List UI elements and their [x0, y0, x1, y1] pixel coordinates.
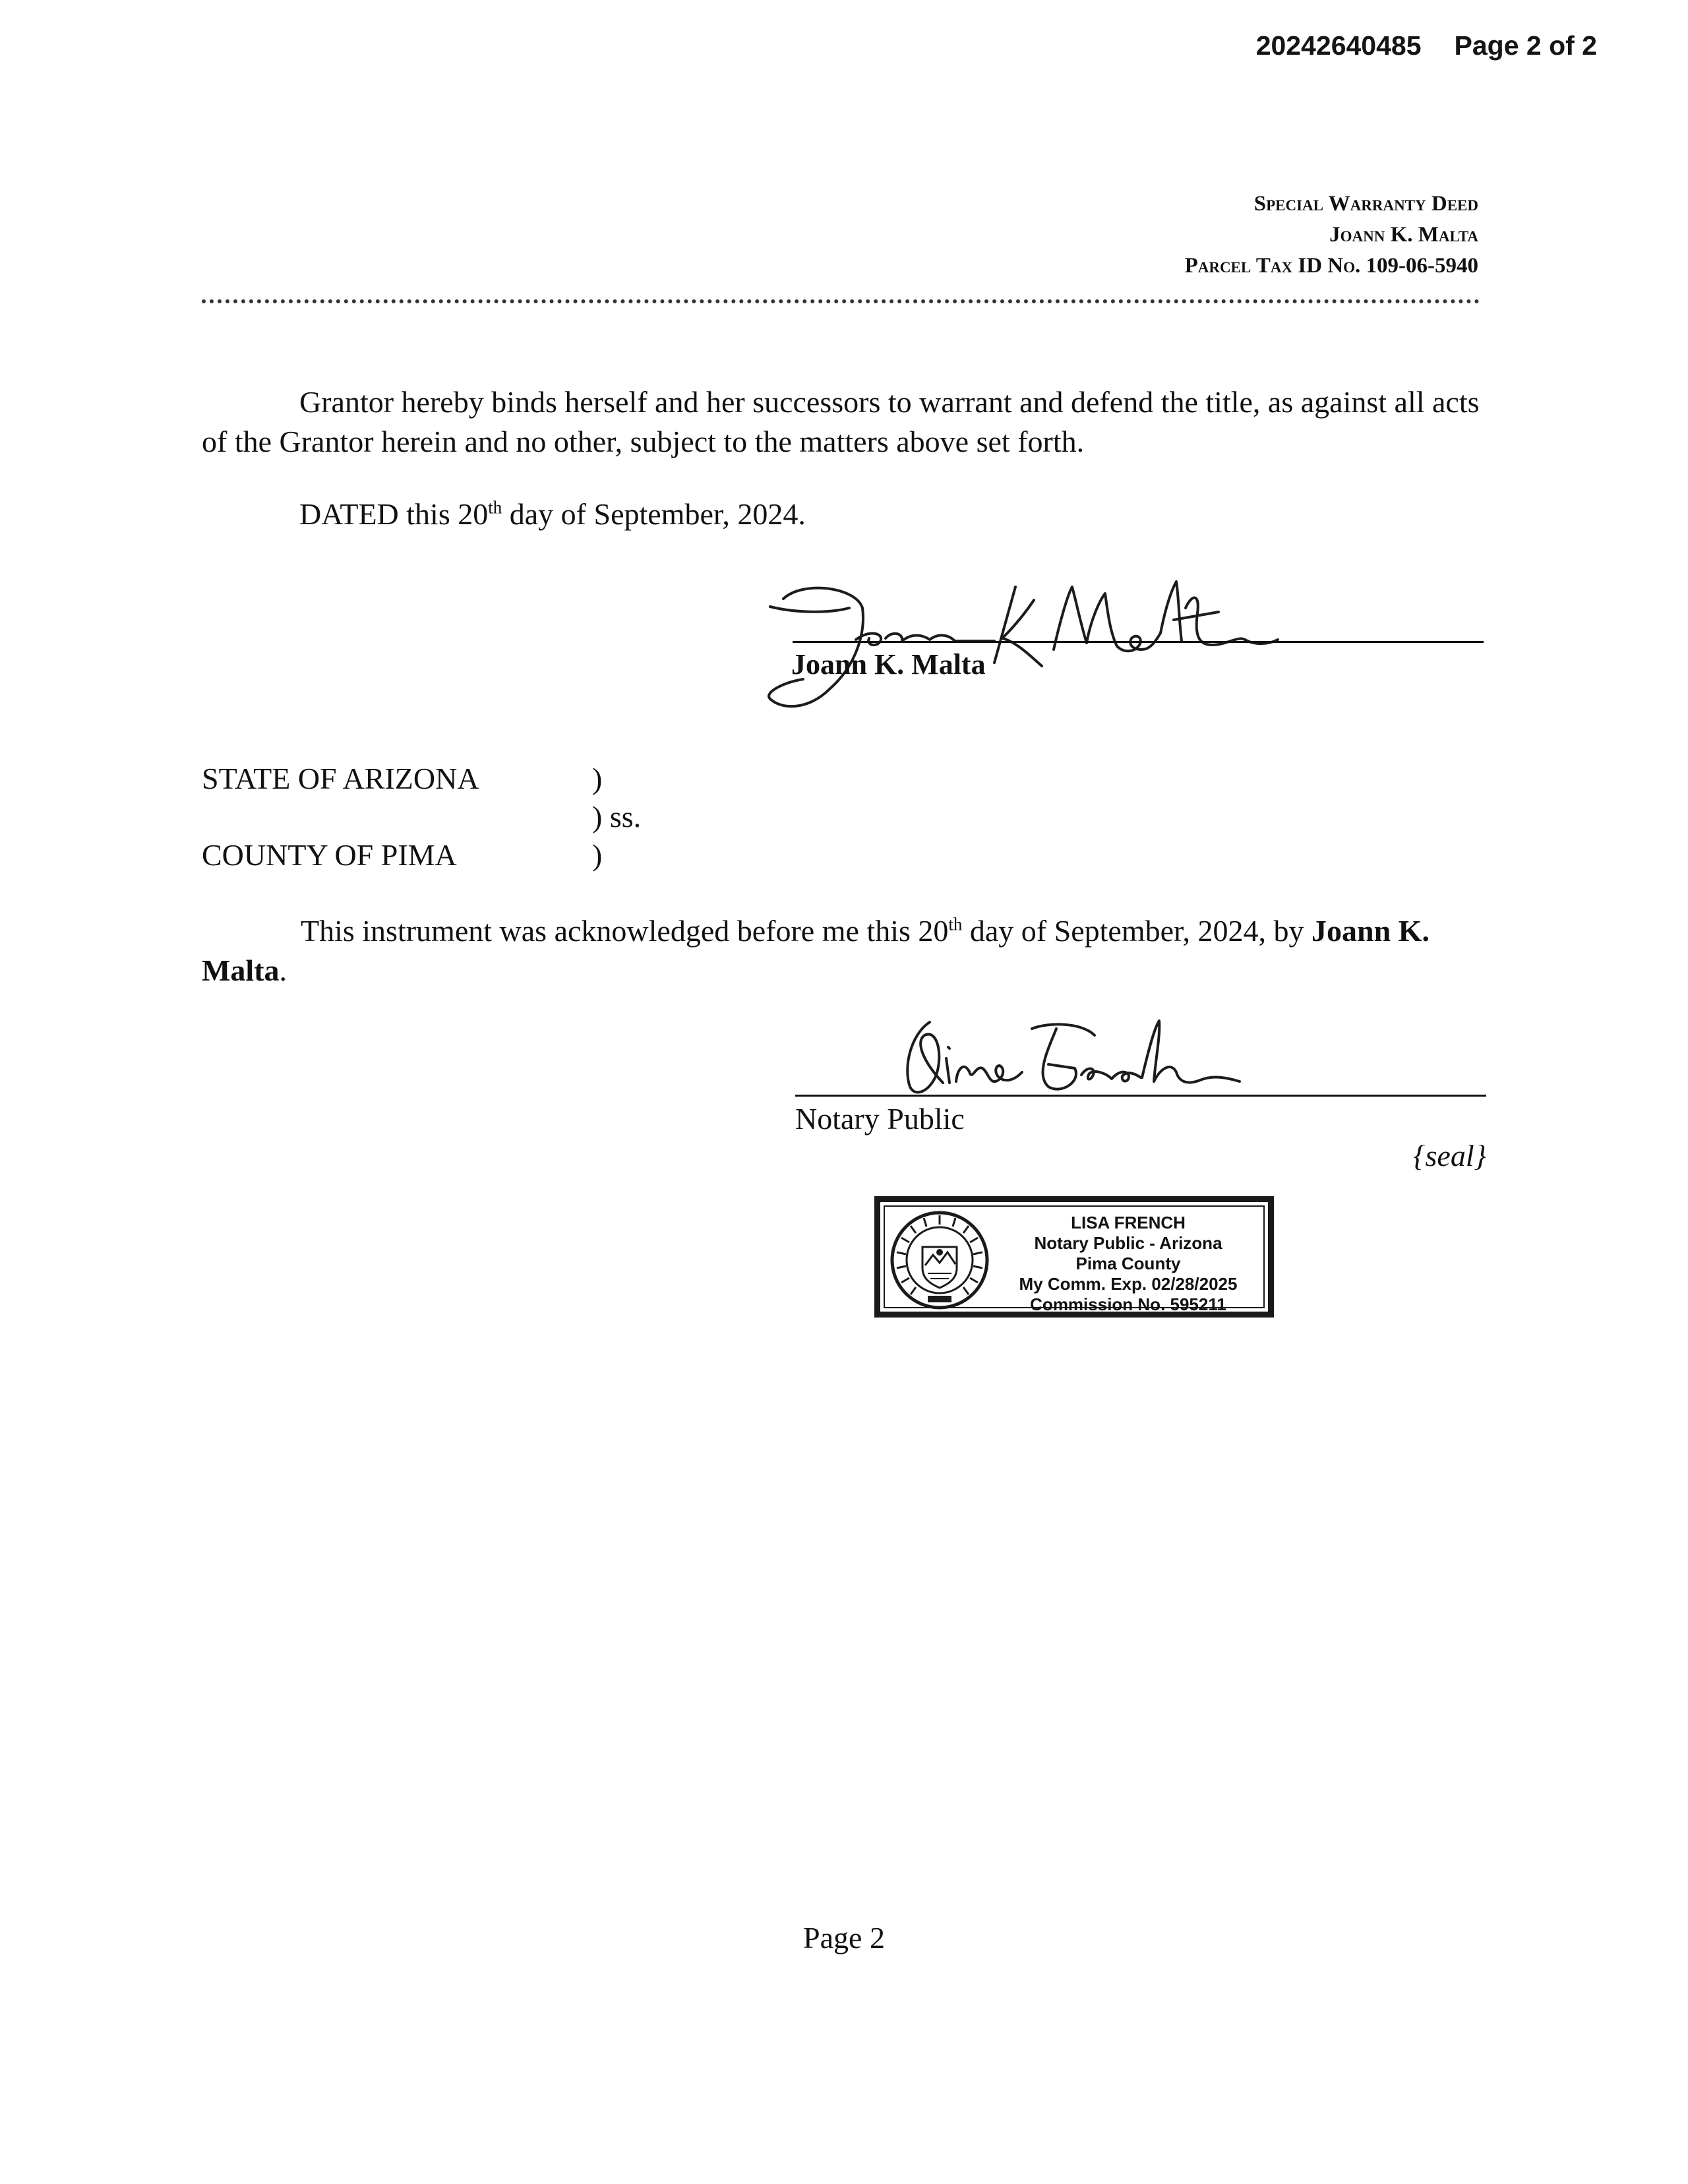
- seal-label: {seal}: [1413, 1139, 1486, 1172]
- notary-stamp-text: [996, 1213, 1260, 1315]
- warranty-paragraph: Grantor hereby binds herself and her successors to warrant and defend the title, as against all acts of the Grantor herein and no other, subject to the matters above set forth.: [202, 385, 1480, 458]
- stamp-notary-name: LISA FRENCH: [1071, 1213, 1186, 1232]
- venue-paren-bottom: ): [592, 838, 603, 872]
- acknowledged-party: Joann K. Malta: [202, 914, 1430, 987]
- caption-title: Special Warranty Deed: [1253, 192, 1478, 216]
- caption-parcel-id: Parcel Tax ID No. 109-06-5940: [1184, 254, 1478, 278]
- notary-public-label: Notary Public: [795, 1102, 965, 1136]
- dated-line: DATED this 20th day of September, 2024.: [299, 497, 806, 531]
- acknowledgment-paragraph: This instrument was acknowledged before me this 20th day of September, 2024, by Joann K. Malta.: [202, 914, 1430, 987]
- caption-grantor: Joann K. Malta: [1329, 223, 1478, 247]
- venue-ss: ) ss.: [592, 800, 642, 834]
- venue-state: STATE OF ARIZONA: [202, 762, 479, 795]
- dotted-divider: [202, 299, 1480, 303]
- stamp-commission-number: Commission No. 595211: [1030, 1294, 1226, 1314]
- stamp-county: Pima County: [1075, 1254, 1181, 1273]
- recording-number: 20242640485: [1255, 30, 1422, 61]
- venue-block: [202, 760, 729, 878]
- page-number-footer: Page 2: [803, 1921, 885, 1955]
- state-seal-icon: [889, 1210, 990, 1310]
- recording-header: [1256, 30, 1597, 61]
- venue-county: COUNTY OF PIMA: [202, 838, 457, 872]
- notary-stamp: [874, 1196, 1274, 1318]
- grantor-signature-line: [793, 641, 1484, 643]
- stamp-notary-title: Notary Public - Arizona: [1034, 1233, 1222, 1253]
- grantor-signature: [757, 567, 1284, 725]
- document-caption: [1185, 189, 1478, 282]
- venue-paren-top: ): [592, 762, 603, 795]
- notary-signature-line: [795, 1095, 1486, 1097]
- stamp-expiration: My Comm. Exp. 02/28/2025: [1019, 1274, 1238, 1294]
- grantor-name: Joann K. Malta: [791, 648, 986, 681]
- notary-signature: [884, 1009, 1253, 1108]
- page-indicator: Page 2 of 2: [1454, 30, 1597, 61]
